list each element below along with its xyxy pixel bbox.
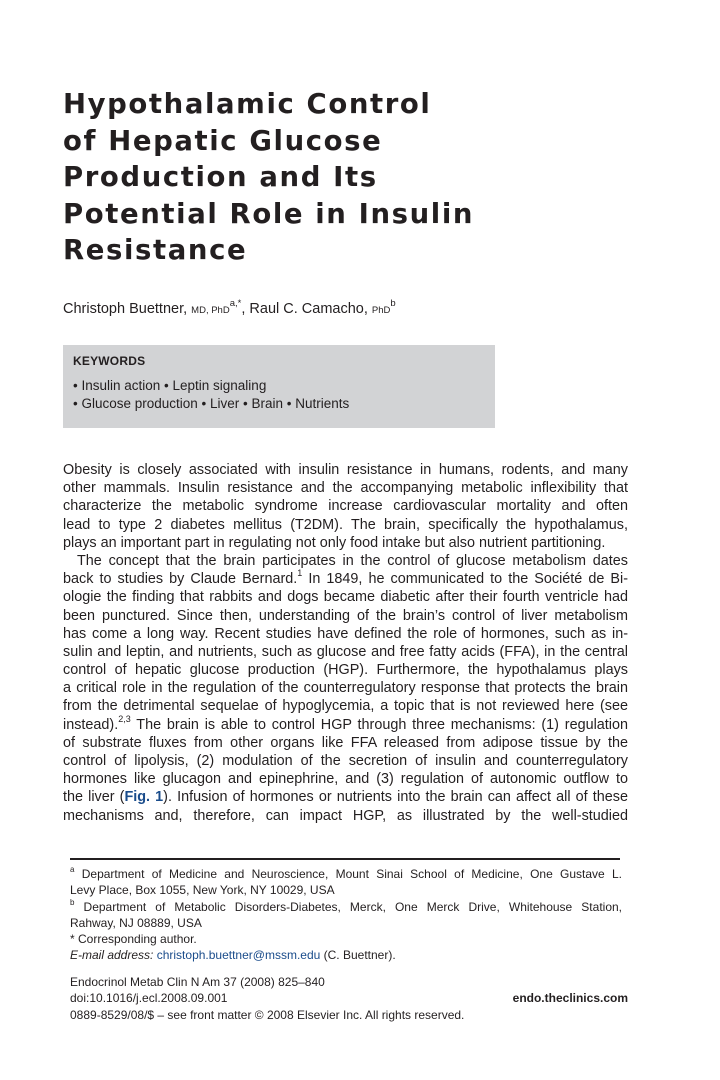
journal-info — [70, 974, 628, 1023]
author-separator: , — [241, 301, 246, 317]
author-name: Christoph Buettner, — [63, 301, 188, 317]
body-line: lead to type 2 diabetes mellitus (T2DM). The brain, specifically the hypothalamus, — [63, 516, 628, 533]
figure-link[interactable]: Fig. 1 — [124, 789, 164, 806]
title-line: Hypothalamic Control — [63, 88, 432, 120]
footnote-line: Rahway, NJ 08889, USA — [70, 915, 202, 930]
article-title — [63, 86, 533, 269]
reference-citation[interactable]: 1 — [297, 568, 303, 579]
body-line: from the detrimental sequelae of hypoglycemia, a topic that is not reviewed here (see — [63, 698, 628, 715]
body-text-run: In 1849, he communicated to the Société de Bi- — [302, 571, 629, 588]
keywords-heading: KEYWORDS — [73, 354, 146, 368]
keywords-line: • Insulin action • Leptin signaling — [73, 378, 267, 393]
footnote-line — [70, 899, 622, 915]
corresponding-author-note: * Corresponding author. — [70, 932, 197, 947]
footnote-line — [70, 866, 622, 882]
affiliation-text: Department of Medicine and Neuroscience, Mount Sinai School of Medicine, One Gustave L. — [74, 867, 622, 881]
affiliation-text: Department of Metabolic Disorders-Diabetes, Merck, One Merck Drive, Whitehouse Station, — [74, 899, 622, 914]
body-line: The concept that the brain participates in the control of glucose metabolism dates — [77, 552, 628, 569]
doi[interactable]: doi:10.1016/j.ecl.2008.09.001 — [70, 991, 228, 1006]
journal-website[interactable]: endo.theclinics.com — [512, 991, 628, 1006]
body-line: ologie the finding that rabbits and dogs became diabetic after their fourth ventricle had — [63, 589, 628, 606]
keywords-box — [63, 345, 495, 428]
title-line: Production and Its — [63, 161, 378, 193]
body-text-run: ). Infusion of hormones or nutrients into the brain can affect all of these — [163, 789, 628, 806]
author-list — [63, 298, 396, 317]
body-line: a critical role in the regulation of the counterregulatory response that protects the brain — [63, 680, 628, 697]
body-text-run: instead). — [63, 716, 119, 733]
body-line: hormones like glucagon and epinephrine, and (3) regulation of autonomic outflow to — [63, 771, 628, 788]
affiliation-marker: a — [70, 865, 75, 874]
body-text — [63, 461, 628, 825]
body-line: characterize the metabolic syndrome increase cardiovascular mortality and often — [63, 498, 628, 515]
footnote-divider — [70, 858, 620, 860]
body-line: sulin and leptin, and nutrients, such as glucose and free fatty acids (FFA), in the central — [63, 643, 628, 660]
body-line: control of hepatic glucose production (HGP). Furthermore, the hypothalamus plays — [63, 662, 628, 679]
body-line: plays an important part in regulating not only food intake but also nutrient partitioning. — [63, 534, 606, 551]
body-line: control of lipolysis, (2) modulation of the secretion of insulin and counterregulatory — [63, 753, 628, 769]
author-degree: PhD — [371, 305, 391, 316]
body-line: other mammals. Insulin resistance and the accompanying metabolic inflexibility that — [63, 480, 628, 497]
author-name: Raul C. Camacho, — [249, 301, 368, 317]
reference-citation[interactable]: 2,3 — [118, 713, 131, 724]
body-line: of substrate fluxes from other organs like FFA released from adipose tissue by the — [63, 734, 628, 751]
title-line: Potential Role in Insulin — [63, 197, 475, 230]
author-affiliation-marker[interactable]: a,* — [229, 298, 242, 310]
body-line — [63, 713, 628, 734]
email-suffix: (C. Buettner). — [320, 948, 396, 963]
title-line: Resistance — [63, 234, 248, 266]
title-line: of Hepatic Glucose — [63, 124, 383, 157]
body-line — [63, 570, 628, 588]
author-degree: MD, PhD — [191, 305, 230, 316]
body-text-run: back to studies by Claude Bernard. — [63, 571, 298, 588]
email-link[interactable]: christoph.buettner@mssm.edu — [156, 948, 321, 963]
footnote-line: Levy Place, Box 1055, New York, NY 10029, USA — [70, 883, 335, 898]
email-label: E-mail address: — [70, 948, 154, 963]
body-text-run: The brain is able to control HGP through three mechanisms: (1) regulation — [130, 716, 628, 733]
author-affiliation-marker[interactable]: b — [390, 298, 396, 310]
body-line: mechanisms and, therefore, can impact HGP, as illustrated by the well-studied — [63, 807, 628, 824]
body-line: has come a long way. Recent studies have defined the role of hormones, such as in- — [63, 625, 628, 642]
journal-doi-line — [70, 990, 628, 1006]
journal-citation: Endocrinol Metab Clin N Am 37 (2008) 825–840 — [70, 975, 325, 989]
affiliation-marker: b — [70, 897, 75, 907]
body-line: been punctured. Since then, understanding of the brain’s control of liver metabolism — [63, 607, 628, 624]
footnotes — [70, 866, 622, 964]
body-text-run: the liver ( — [63, 789, 125, 806]
keywords-line: • Glucose production • Liver • Brain • Nutrients — [73, 396, 350, 411]
body-line — [63, 788, 628, 806]
body-line: Obesity is closely associated with insulin resistance in humans, rodents, and many — [63, 462, 628, 478]
copyright-line: 0889-8529/08/$ – see front matter © 2008 Elsevier Inc. All rights reserved. — [70, 1007, 465, 1022]
email-line — [70, 947, 622, 963]
